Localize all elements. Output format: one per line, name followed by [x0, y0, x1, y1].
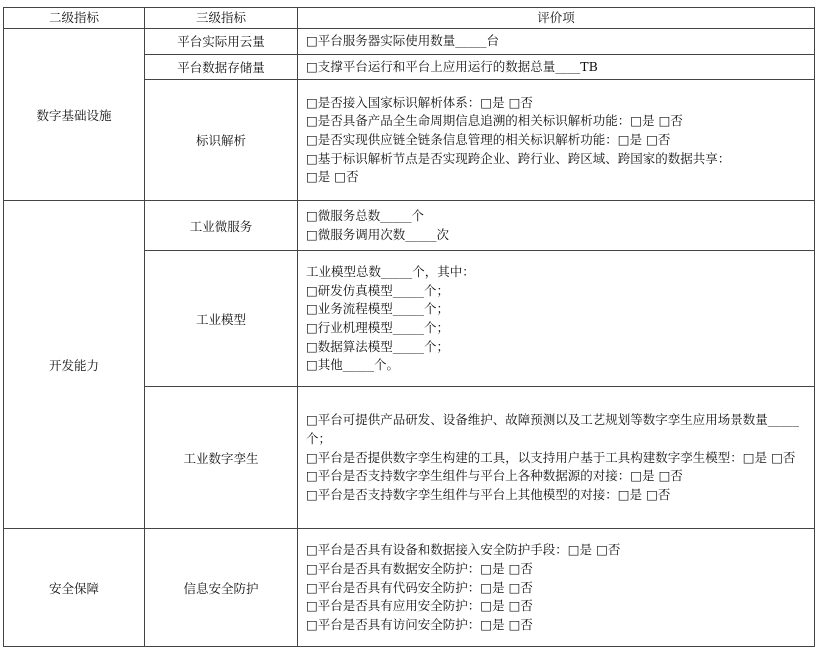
evaluation-cell — [298, 54, 815, 80]
evaluation-cell — [298, 80, 815, 201]
level3-cell: 信息安全防护 — [145, 529, 298, 647]
evaluation-item: □平台是否支持数字孪生组件与平台上其他模型的对接：□是 □否 — [306, 486, 671, 502]
evaluation-item: □是否具备产品全生命周期信息追溯的相关标识解析功能：□是 □否 — [306, 113, 683, 129]
evaluation-cell — [298, 201, 815, 251]
evaluation-item: □微服务调用次数_____次 — [306, 226, 450, 242]
evaluation-item: □数据算法模型_____个； — [306, 338, 450, 354]
evaluation-cell — [298, 29, 815, 55]
evaluation-cell — [298, 387, 815, 529]
header-evaluation: 评价项 — [298, 8, 815, 29]
level3-cell: 工业数字孪生 — [145, 387, 298, 529]
level2-cell: 安全保障 — [4, 529, 145, 647]
level3-cell: 标识解析 — [145, 80, 298, 201]
table-row — [4, 201, 815, 251]
level3-cell: 平台数据存储量 — [145, 54, 298, 80]
evaluation-item: □平台是否具有访问安全防护：□是 □否 — [306, 616, 533, 632]
evaluation-cell — [298, 251, 815, 387]
evaluation-item: □微服务总数_____个 — [306, 208, 425, 224]
evaluation-item: □基于标识解析节点是否实现跨企业、跨行业、跨区域、跨国家的数据共享： — [306, 150, 731, 166]
evaluation-item: □是否接入国家标识解析体系：□是 □否 — [306, 94, 533, 110]
level2-cell: 开发能力 — [4, 201, 145, 529]
evaluation-item: □是否实现供应链全链条信息管理的相关标识解析功能：□是 □否 — [306, 132, 671, 148]
evaluation-item: 工业模型总数_____个，其中： — [306, 263, 475, 279]
evaluation-item: □平台是否具有设备和数据接入安全防护手段：□是 □否 — [306, 542, 621, 558]
level3-cell: 工业模型 — [145, 251, 298, 387]
evaluation-item: □平台可提供产品研发、设备维护、故障预测以及工艺规划等数字孪生应用场景数量_____个； — [306, 412, 800, 446]
table-row — [4, 29, 815, 55]
header-level3: 三级指标 — [145, 8, 298, 29]
evaluation-item: □研发仿真模型_____个； — [306, 282, 450, 298]
level3-cell: 工业微服务 — [145, 201, 298, 251]
evaluation-item: □平台是否具有代码安全防护：□是 □否 — [306, 579, 533, 595]
header-level2: 二级指标 — [4, 8, 145, 29]
evaluation-item: □平台是否具有数据安全防护：□是 □否 — [306, 560, 533, 576]
evaluation-item: □平台是否支持数字孪生组件与平台上各种数据源的对接：□是 □否 — [306, 468, 683, 484]
level2-cell: 数字基础设施 — [4, 29, 145, 201]
evaluation-item: □支撑平台运行和平台上应用运行的数据总量____TB — [306, 58, 598, 74]
evaluation-table — [3, 7, 815, 647]
evaluation-item: □其他_____个。 — [306, 357, 400, 373]
evaluation-item: □平台是否具有应用安全防护：□是 □否 — [306, 598, 533, 614]
evaluation-item: □是 □否 — [306, 169, 359, 185]
level3-cell: 平台实际用云量 — [145, 29, 298, 55]
evaluation-cell — [298, 529, 815, 647]
evaluation-item: □行业机理模型_____个； — [306, 319, 450, 335]
table-row — [4, 529, 815, 647]
header-row — [4, 8, 815, 29]
evaluation-item: □业务流程模型_____个； — [306, 301, 450, 317]
evaluation-item: □平台服务器实际使用数量_____台 — [306, 33, 500, 48]
evaluation-item: □平台是否提供数字孪生构建的工具，以支持用户基于工具构建数字孪生模型：□是 □否 — [306, 449, 796, 465]
